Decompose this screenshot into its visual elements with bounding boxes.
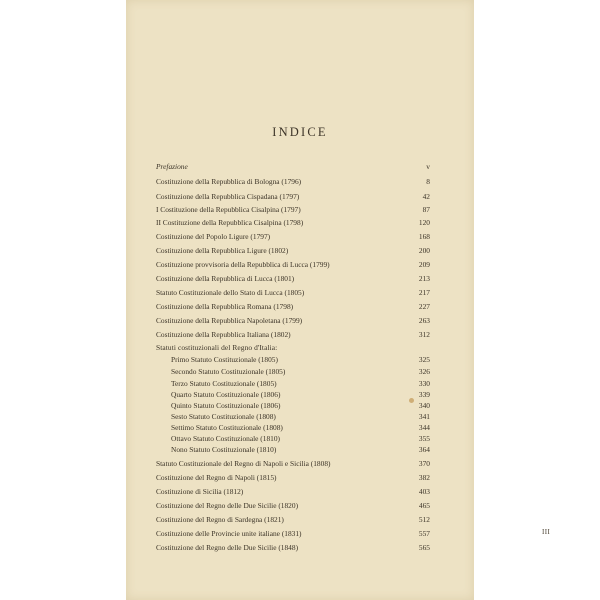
toc-entry-title: Prefazione xyxy=(156,162,188,171)
toc-entry-page: 213 xyxy=(418,274,430,283)
toc-entry-title: Costituzione della Repubblica Italiana (1802) xyxy=(156,330,291,339)
toc-entry-page: v xyxy=(426,162,430,171)
toc-entry-page: 565 xyxy=(418,543,430,552)
toc-entry-page: 382 xyxy=(418,473,430,482)
toc-entry xyxy=(156,514,430,525)
toc-entry xyxy=(156,528,430,539)
toc-entry-page: 168 xyxy=(418,232,430,241)
toc-entry xyxy=(156,245,430,256)
toc-entry-page: 512 xyxy=(418,515,430,524)
toc-entry-page: 344 xyxy=(418,423,430,432)
toc-entry-page: 227 xyxy=(418,302,430,311)
toc-entry-page: 312 xyxy=(418,330,430,339)
toc-entry-title: Statuto Costituzionale del Regno di Napoli e Sicilia (1808) xyxy=(156,459,331,468)
toc-entry-title: Costituzione del Regno delle Due Sicilie (1820) xyxy=(156,501,299,510)
toc-entry-title: Costituzione della Repubblica Cispadana (1797) xyxy=(156,192,300,201)
toc-entry-title: Costituzione della Repubblica Ligure (1802) xyxy=(156,246,289,255)
toc-entry-title: Costituzione della Repubblica Napoletana (1799) xyxy=(156,316,303,325)
toc-entry xyxy=(156,500,430,511)
toc-section-heading xyxy=(156,342,430,353)
toc-entry xyxy=(156,176,430,187)
toc-entry xyxy=(156,400,430,411)
toc-entry xyxy=(156,161,430,172)
toc-entry-title: Costituzione del Regno di Napoli (1815) xyxy=(156,473,277,482)
toc-entry-page: 370 xyxy=(418,459,430,468)
toc-entry-title: Statuto Costituzionale dello Stato di Lucca (1805) xyxy=(156,288,305,297)
page-number: III xyxy=(542,528,551,536)
toc-entry-title: Costituzione della Repubblica Romana (1798) xyxy=(156,302,294,311)
toc-entry-title: Costituzione della Repubblica di Lucca (1801) xyxy=(156,274,295,283)
toc-entry-page: 87 xyxy=(422,205,430,214)
toc-entry xyxy=(156,287,430,298)
toc-entry xyxy=(156,273,430,284)
toc-entry-title: Nono Statuto Costituzionale (1810) xyxy=(171,445,277,454)
toc-entry xyxy=(156,422,430,433)
toc-entry-title: I Costituzione della Repubblica Cisalpina (1797) xyxy=(156,205,301,214)
toc-entry xyxy=(156,411,430,422)
toc-entry xyxy=(156,354,430,365)
toc-entry xyxy=(156,301,430,312)
toc-entry-page: 355 xyxy=(418,434,430,443)
toc-entry-title: Costituzione della Repubblica di Bologna (1796) xyxy=(156,177,302,186)
toc-entry xyxy=(156,259,430,270)
toc-entry-title: Costituzione provvisoria della Repubblica di Lucca (1799) xyxy=(156,260,330,269)
toc-entry-title: Sesto Statuto Costituzionale (1808) xyxy=(171,412,276,421)
toc-entry xyxy=(156,458,430,469)
page-title: INDICE xyxy=(272,125,328,139)
foxing-spot xyxy=(409,398,414,403)
toc-entry-page: 339 xyxy=(418,390,430,399)
toc-entry xyxy=(156,231,430,242)
toc-entry-page: 340 xyxy=(418,401,430,410)
toc-entry-title: Costituzione del Regno di Sardegna (1821) xyxy=(156,515,284,524)
toc-entry-title: Primo Statuto Costituzionale (1805) xyxy=(171,355,278,364)
toc-entry xyxy=(156,204,430,215)
toc-entry-title: Costituzione delle Provincie unite italiane (1831) xyxy=(156,529,302,538)
toc-entry-page: 325 xyxy=(418,355,430,364)
toc-entry-page: 557 xyxy=(418,529,430,538)
toc-entry xyxy=(156,366,430,377)
toc-entry xyxy=(156,389,430,400)
toc-entry xyxy=(156,191,430,202)
toc-entry-page: 42 xyxy=(422,192,430,201)
toc-entry-title: Costituzione del Regno delle Due Sicilie (1848) xyxy=(156,543,299,552)
toc-entry-title: II Costituzione della Repubblica Cisalpina (1798) xyxy=(156,218,304,227)
toc-entry-title: Ottavo Statuto Costituzionale (1810) xyxy=(171,434,280,443)
toc-entry xyxy=(156,542,430,553)
toc-entry-title: Settimo Statuto Costituzionale (1808) xyxy=(171,423,283,432)
toc-entry xyxy=(156,433,430,444)
toc-entry-page: 341 xyxy=(418,412,430,421)
toc-entry-page: 263 xyxy=(418,316,430,325)
toc-entry xyxy=(156,472,430,483)
toc-entry-page: 330 xyxy=(418,379,430,388)
toc-entry-page: 120 xyxy=(418,218,430,227)
toc-entry xyxy=(156,315,430,326)
toc-entry-page: 8 xyxy=(426,177,430,186)
toc-entry-page: 217 xyxy=(418,288,430,297)
toc-entry-page: 465 xyxy=(418,501,430,510)
toc-entry-title: Costituzione del Popolo Ligure (1797) xyxy=(156,232,271,241)
toc-entry xyxy=(156,378,430,389)
toc-entry-page: 403 xyxy=(418,487,430,496)
toc-entry-page: 209 xyxy=(418,260,430,269)
toc-entry-title: Costituzione di Sicilia (1812) xyxy=(156,487,244,496)
toc-entry-title: Secondo Statuto Costituzionale (1805) xyxy=(171,367,286,376)
toc-entry-page: 326 xyxy=(418,367,430,376)
toc-entry xyxy=(156,329,430,340)
toc-entry xyxy=(156,444,430,455)
toc-entry-page: 364 xyxy=(418,445,430,454)
toc-entry-page: 200 xyxy=(418,246,430,255)
toc-entry xyxy=(156,486,430,497)
toc-entry-title: Quinto Statuto Costituzionale (1806) xyxy=(171,401,281,410)
toc-entry xyxy=(156,217,430,228)
book-page xyxy=(126,0,551,600)
toc-entry-title: Quarto Statuto Costituzionale (1806) xyxy=(171,390,281,399)
toc-entry-title: Terzo Statuto Costituzionale (1805) xyxy=(171,379,277,388)
toc-entry-title: Statuti costituzionali del Regno d'Italia: xyxy=(156,343,278,352)
